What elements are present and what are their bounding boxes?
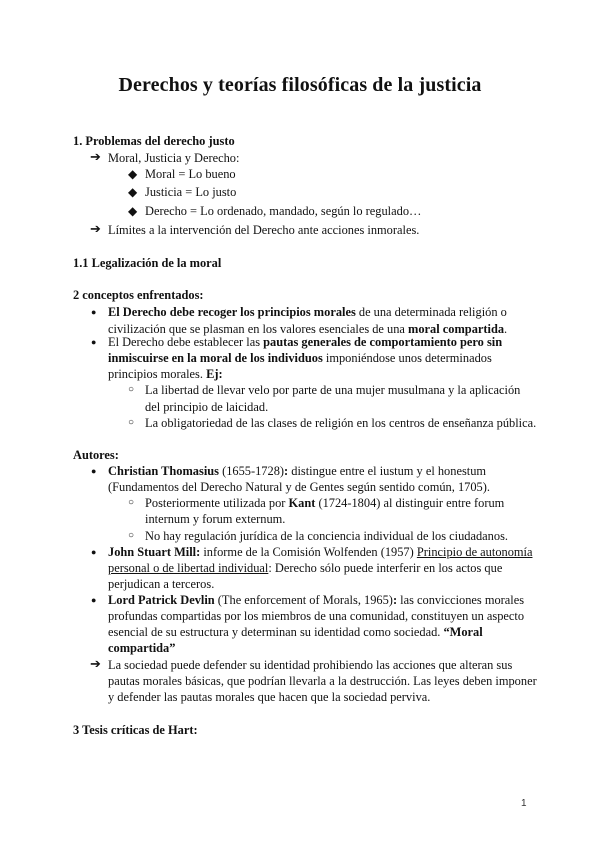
list-item-continuation: principios morales. Ej: — [108, 367, 223, 381]
circle-bullet-icon: ○ — [128, 384, 135, 395]
diamond-bullet-icon: ◆ — [128, 167, 138, 181]
conceptos-heading: 2 conceptos enfrentados: — [73, 288, 204, 302]
list-item-continuation: personal o de libertad individual: Derecho sólo puede interferir en los actos que — [108, 561, 503, 575]
list-item-continuation: y defender las pautas morales que hacen que la sociedad perviva. — [108, 690, 431, 704]
list-item: La sociedad puede defender su identidad prohibiendo las acciones que alteran sus — [108, 658, 513, 672]
circle-bullet-icon: ○ — [128, 417, 135, 428]
arrow-bullet-icon: ➔ — [90, 149, 101, 164]
list-item-continuation: esencial de su estructura y determinan su identidad como sociedad. “Moral — [108, 625, 483, 639]
dot-bullet-icon: ● — [91, 337, 97, 347]
list-item: El Derecho debe establecer las pautas generales de comportamiento pero sin — [108, 335, 503, 349]
diamond-bullet-icon: ◆ — [128, 204, 138, 218]
dot-bullet-icon: ● — [91, 595, 97, 605]
list-item-continuation: profundas compartidas por los miembros de una comunidad, constituyen un aspecto — [108, 609, 525, 623]
page-title: Derechos y teorías filosóficas de la justicia — [118, 74, 482, 96]
list-item: Límites a la intervención del Derecho ante acciones inmorales. — [108, 223, 420, 237]
list-item: John Stuart Mill: informe de la Comisión Wolfenden (1957) Principio de autonomía — [108, 545, 533, 559]
diamond-bullet-icon: ◆ — [128, 185, 138, 199]
list-item: Christian Thomasius (1655-1728): distingue entre el iustum y el honestum — [108, 464, 487, 478]
list-item-continuation: perjudican a terceros. — [108, 577, 215, 591]
dot-bullet-icon: ● — [91, 307, 97, 317]
dot-bullet-icon: ● — [91, 466, 97, 476]
list-item: El Derecho debe recoger los principios morales de una determinada religión o — [108, 305, 507, 319]
autores-heading: Autores: — [73, 448, 119, 462]
dot-bullet-icon: ● — [91, 547, 97, 557]
list-item: Lord Patrick Devlin (The enforcement of Morals, 1965): las convicciones morales — [108, 593, 525, 607]
list-item: Moral = Lo bueno — [145, 167, 236, 181]
page-number: 1 — [521, 798, 527, 809]
section-1-1-heading: 1.1 Legalización de la moral — [73, 256, 222, 270]
sub-list-item: Posteriormente utilizada por Kant (1724-1804) al distinguir entre forum — [145, 496, 505, 510]
sub-list-item-continuation: internum y forum externum. — [145, 512, 286, 526]
list-item: Derecho = Lo ordenado, mandado, según lo regulado… — [145, 204, 422, 218]
list-item: Justicia = Lo justo — [145, 185, 237, 199]
arrow-bullet-icon: ➔ — [90, 221, 101, 236]
list-item-continuation: inmiscuirse en la moral de los individuos imponiéndose unos determinados — [108, 351, 492, 365]
sub-list-item-continuation: del principio de laicidad. — [145, 400, 269, 414]
circle-bullet-icon: ○ — [128, 530, 135, 541]
list-item-continuation: civilización que se plasman en los valores esenciales de una moral compartida. — [108, 322, 508, 336]
circle-bullet-icon: ○ — [128, 497, 135, 508]
sub-list-item: No hay regulación jurídica de la conciencia individual de los ciudadanos. — [145, 529, 508, 543]
sub-list-item: La libertad de llevar velo por parte de una mujer musulmana y la aplicación — [145, 383, 521, 397]
sub-list-item: La obligatoriedad de las clases de religión en los centros de enseñanza pública. — [145, 416, 537, 430]
arrow-bullet-icon: ➔ — [90, 656, 101, 671]
list-item-continuation: compartida” — [108, 641, 176, 655]
section-1-heading: 1. Problemas del derecho justo — [73, 134, 235, 148]
list-item-continuation: pautas morales básicas, que podrían llevarla a la destrucción. Las leyes deben imponer — [108, 674, 537, 688]
section-3-heading: 3 Tesis críticas de Hart: — [73, 723, 198, 737]
list-item: Moral, Justicia y Derecho: — [108, 151, 240, 165]
list-item-continuation: (Fundamentos del Derecho Natural y de Gentes según sentido común, 1705). — [108, 480, 490, 494]
